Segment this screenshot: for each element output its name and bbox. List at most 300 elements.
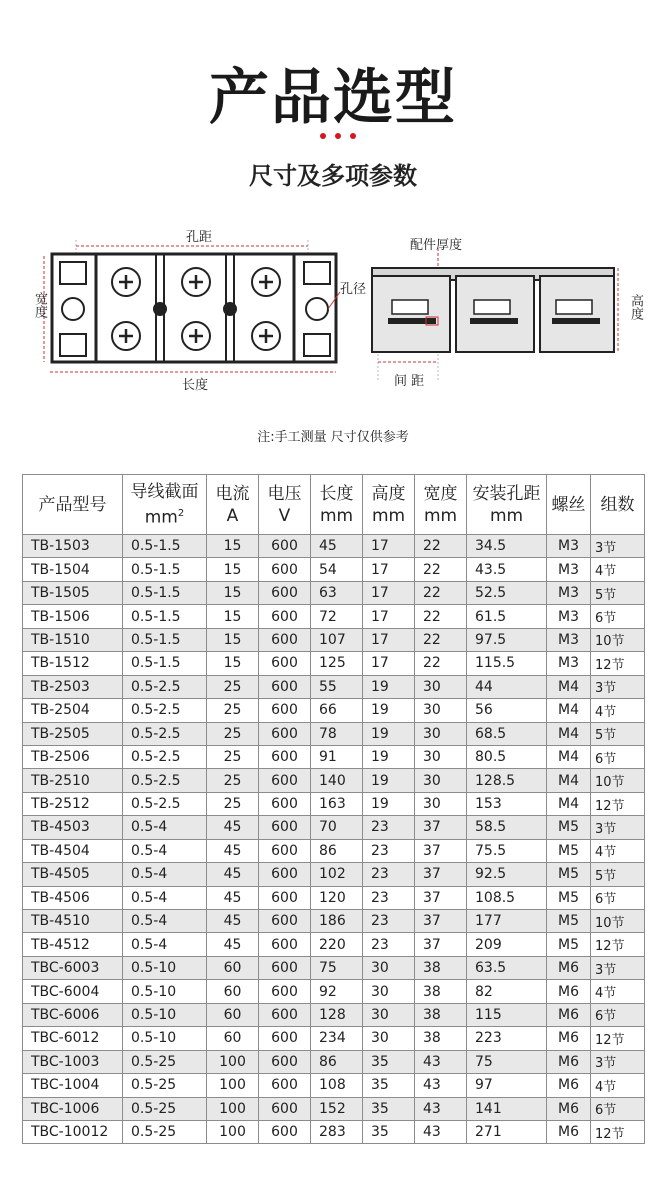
table-cell: TB-4510 bbox=[23, 910, 123, 933]
table-cell: 70 bbox=[311, 816, 363, 839]
table-cell: 15 bbox=[207, 535, 259, 558]
table-cell: 37 bbox=[415, 839, 467, 862]
table-cell: 6节 bbox=[591, 1003, 645, 1026]
table-cell: 35 bbox=[363, 1050, 415, 1073]
table-cell: 45 bbox=[311, 535, 363, 558]
table-cell: TB-2512 bbox=[23, 792, 123, 815]
table-cell: TB-1504 bbox=[23, 558, 123, 581]
table-cell: M3 bbox=[547, 652, 591, 675]
table-cell: 6节 bbox=[591, 1097, 645, 1120]
table-cell: 44 bbox=[467, 675, 547, 698]
table-cell: 54 bbox=[311, 558, 363, 581]
table-cell: 12节 bbox=[591, 933, 645, 956]
table-row bbox=[23, 910, 645, 933]
table-cell: 3节 bbox=[591, 816, 645, 839]
table-cell: TB-4504 bbox=[23, 839, 123, 862]
table-cell: 37 bbox=[415, 816, 467, 839]
table-cell: M6 bbox=[547, 1120, 591, 1143]
table-cell: 97 bbox=[467, 1074, 547, 1097]
table-cell: 19 bbox=[363, 745, 415, 768]
table-cell: 600 bbox=[259, 745, 311, 768]
table-cell: M6 bbox=[547, 1027, 591, 1050]
table-cell: TB-1506 bbox=[23, 605, 123, 628]
dimension-diagram bbox=[0, 220, 666, 420]
table-cell: 5节 bbox=[591, 722, 645, 745]
table-cell: 186 bbox=[311, 910, 363, 933]
table-cell: TB-2504 bbox=[23, 699, 123, 722]
table-cell: TB-2506 bbox=[23, 745, 123, 768]
table-cell: 30 bbox=[415, 769, 467, 792]
table-cell: 0.5-4 bbox=[123, 886, 207, 909]
table-cell: 22 bbox=[415, 605, 467, 628]
table-cell: 19 bbox=[363, 792, 415, 815]
table-cell: 30 bbox=[415, 745, 467, 768]
divider-dot bbox=[350, 133, 356, 139]
table-cell: 0.5-10 bbox=[123, 1027, 207, 1050]
table-cell: 75 bbox=[311, 956, 363, 979]
column-header bbox=[467, 475, 547, 535]
table-cell: 0.5-2.5 bbox=[123, 792, 207, 815]
table-cell: 30 bbox=[415, 675, 467, 698]
table-cell: TBC-6004 bbox=[23, 980, 123, 1003]
table-cell: 0.5-2.5 bbox=[123, 769, 207, 792]
table-cell: 19 bbox=[363, 769, 415, 792]
table-cell: M5 bbox=[547, 863, 591, 886]
table-row bbox=[23, 1050, 645, 1073]
table-cell: 80.5 bbox=[467, 745, 547, 768]
table-cell: 6节 bbox=[591, 605, 645, 628]
table-row bbox=[23, 1097, 645, 1120]
table-cell: 177 bbox=[467, 910, 547, 933]
column-header bbox=[363, 475, 415, 535]
table-cell: 0.5-1.5 bbox=[123, 535, 207, 558]
table-cell: 600 bbox=[259, 581, 311, 604]
table-cell: 600 bbox=[259, 980, 311, 1003]
table-cell: 209 bbox=[467, 933, 547, 956]
title-divider-dots bbox=[318, 133, 358, 141]
table-cell: 58.5 bbox=[467, 816, 547, 839]
column-header bbox=[123, 475, 207, 535]
table-cell: 22 bbox=[415, 628, 467, 651]
table-row bbox=[23, 769, 645, 792]
table-cell: 271 bbox=[467, 1120, 547, 1143]
table-row bbox=[23, 980, 645, 1003]
table-cell: 600 bbox=[259, 535, 311, 558]
table-cell: 38 bbox=[415, 956, 467, 979]
table-cell: 66 bbox=[311, 699, 363, 722]
table-cell: 25 bbox=[207, 722, 259, 745]
table-cell: 0.5-2.5 bbox=[123, 722, 207, 745]
table-cell: M3 bbox=[547, 581, 591, 604]
table-cell: 128 bbox=[311, 1003, 363, 1026]
table-cell: 0.5-4 bbox=[123, 839, 207, 862]
table-cell: 15 bbox=[207, 605, 259, 628]
table-cell: 23 bbox=[363, 886, 415, 909]
table-cell: 0.5-1.5 bbox=[123, 558, 207, 581]
length-label: 长度 bbox=[182, 378, 209, 393]
table-cell: 107 bbox=[311, 628, 363, 651]
table-cell: 23 bbox=[363, 910, 415, 933]
table-cell: 115 bbox=[467, 1003, 547, 1026]
table-cell: 30 bbox=[415, 792, 467, 815]
table-cell: 12节 bbox=[591, 792, 645, 815]
table-cell: 10节 bbox=[591, 628, 645, 651]
table-cell: 3节 bbox=[591, 535, 645, 558]
table-cell: 600 bbox=[259, 652, 311, 675]
table-cell: 38 bbox=[415, 980, 467, 1003]
column-header-label: 组数 bbox=[600, 494, 635, 515]
table-cell: TB-2510 bbox=[23, 769, 123, 792]
table-cell: 600 bbox=[259, 956, 311, 979]
table-cell: 600 bbox=[259, 1003, 311, 1026]
table-cell: 152 bbox=[311, 1097, 363, 1120]
table-cell: 38 bbox=[415, 1003, 467, 1026]
table-cell: M6 bbox=[547, 980, 591, 1003]
table-cell: 30 bbox=[363, 1003, 415, 1026]
table-row bbox=[23, 699, 645, 722]
column-header-label: 导线截面 bbox=[130, 481, 199, 502]
table-cell: 153 bbox=[467, 792, 547, 815]
table-cell: 0.5-10 bbox=[123, 956, 207, 979]
table-cell: TB-4512 bbox=[23, 933, 123, 956]
table-cell: M3 bbox=[547, 628, 591, 651]
table-cell: 4节 bbox=[591, 558, 645, 581]
table-cell: 25 bbox=[207, 699, 259, 722]
table-cell: M4 bbox=[547, 699, 591, 722]
table-row bbox=[23, 1003, 645, 1026]
table-cell: 600 bbox=[259, 1097, 311, 1120]
section-subtitle: 尺寸及多项参数 bbox=[249, 162, 417, 190]
table-cell: 0.5-1.5 bbox=[123, 581, 207, 604]
table-row bbox=[23, 558, 645, 581]
table-cell: 600 bbox=[259, 863, 311, 886]
table-cell: M3 bbox=[547, 558, 591, 581]
table-cell: 0.5-1.5 bbox=[123, 628, 207, 651]
table-cell: 22 bbox=[415, 535, 467, 558]
table-cell: TBC-1003 bbox=[23, 1050, 123, 1073]
table-cell: 25 bbox=[207, 792, 259, 815]
table-cell: 35 bbox=[363, 1120, 415, 1143]
table-cell: M4 bbox=[547, 675, 591, 698]
table-cell: 0.5-25 bbox=[123, 1050, 207, 1073]
column-header-label: 电压 bbox=[267, 483, 302, 504]
table-cell: 45 bbox=[207, 886, 259, 909]
table-cell: 0.5-2.5 bbox=[123, 745, 207, 768]
table-cell: 600 bbox=[259, 699, 311, 722]
table-cell: 600 bbox=[259, 839, 311, 862]
table-cell: M3 bbox=[547, 605, 591, 628]
unit-superscript: 2 bbox=[177, 507, 185, 519]
table-cell: 86 bbox=[311, 1050, 363, 1073]
table-cell: M6 bbox=[547, 1074, 591, 1097]
table-row bbox=[23, 956, 645, 979]
table-cell: 38 bbox=[415, 1027, 467, 1050]
table-cell: 128.5 bbox=[467, 769, 547, 792]
table-cell: 600 bbox=[259, 910, 311, 933]
table-cell: 61.5 bbox=[467, 605, 547, 628]
table-cell: 0.5-10 bbox=[123, 1003, 207, 1026]
table-cell: 6节 bbox=[591, 745, 645, 768]
table-cell: 600 bbox=[259, 605, 311, 628]
table-cell: 3节 bbox=[591, 1050, 645, 1073]
table-row bbox=[23, 675, 645, 698]
table-cell: 23 bbox=[363, 933, 415, 956]
table-cell: 25 bbox=[207, 675, 259, 698]
table-cell: 4节 bbox=[591, 699, 645, 722]
table-cell: 0.5-4 bbox=[123, 863, 207, 886]
table-cell: M4 bbox=[547, 722, 591, 745]
table-cell: 600 bbox=[259, 722, 311, 745]
table-cell: 37 bbox=[415, 863, 467, 886]
divider-dot bbox=[320, 133, 326, 139]
table-row bbox=[23, 792, 645, 815]
table-cell: 0.5-4 bbox=[123, 816, 207, 839]
column-header-label: 产品型号 bbox=[38, 494, 107, 515]
table-cell: 0.5-2.5 bbox=[123, 699, 207, 722]
table-cell: 10节 bbox=[591, 769, 645, 792]
table-cell: 43 bbox=[415, 1050, 467, 1073]
table-cell: 34.5 bbox=[467, 535, 547, 558]
table-cell: 600 bbox=[259, 816, 311, 839]
table-cell: 17 bbox=[363, 535, 415, 558]
column-header-label: 螺丝 bbox=[551, 494, 586, 515]
column-header bbox=[547, 475, 591, 535]
table-row bbox=[23, 839, 645, 862]
table-cell: M6 bbox=[547, 956, 591, 979]
table-cell: 17 bbox=[363, 605, 415, 628]
table-row bbox=[23, 581, 645, 604]
table-cell: 283 bbox=[311, 1120, 363, 1143]
table-cell: 220 bbox=[311, 933, 363, 956]
column-header-label: 电流 bbox=[215, 483, 250, 504]
part-thickness-label: 配件厚度 bbox=[410, 238, 463, 253]
column-header-label: 高度 bbox=[371, 483, 406, 504]
table-cell: 10节 bbox=[591, 910, 645, 933]
table-cell: TB-4503 bbox=[23, 816, 123, 839]
top-view-drawing bbox=[0, 220, 666, 420]
table-cell: 30 bbox=[363, 1027, 415, 1050]
height-label: 高度 bbox=[628, 294, 643, 320]
table-cell: 19 bbox=[363, 675, 415, 698]
table-cell: M3 bbox=[547, 535, 591, 558]
table-cell: 30 bbox=[415, 699, 467, 722]
table-cell: 30 bbox=[415, 722, 467, 745]
table-cell: 0.5-1.5 bbox=[123, 652, 207, 675]
table-cell: 22 bbox=[415, 558, 467, 581]
table-cell: 100 bbox=[207, 1097, 259, 1120]
column-header-unit: mm bbox=[423, 505, 458, 526]
table-cell: TBC-6003 bbox=[23, 956, 123, 979]
table-cell: 12节 bbox=[591, 652, 645, 675]
table-cell: 100 bbox=[207, 1120, 259, 1143]
table-cell: 5节 bbox=[591, 863, 645, 886]
table-cell: 30 bbox=[363, 980, 415, 1003]
table-cell: 30 bbox=[363, 956, 415, 979]
table-row bbox=[23, 722, 645, 745]
table-cell: 0.5-2.5 bbox=[123, 675, 207, 698]
table-cell: 25 bbox=[207, 769, 259, 792]
column-header bbox=[415, 475, 467, 535]
table-cell: 223 bbox=[467, 1027, 547, 1050]
table-cell: 43 bbox=[415, 1120, 467, 1143]
table-cell: 37 bbox=[415, 886, 467, 909]
table-cell: 75 bbox=[467, 1050, 547, 1073]
column-header-unit: A bbox=[226, 505, 239, 526]
table-cell: M5 bbox=[547, 933, 591, 956]
table-cell: 37 bbox=[415, 910, 467, 933]
table-row bbox=[23, 933, 645, 956]
table-cell: 140 bbox=[311, 769, 363, 792]
column-header bbox=[23, 475, 123, 535]
table-cell: 600 bbox=[259, 769, 311, 792]
table-cell: 4节 bbox=[591, 839, 645, 862]
table-cell: 35 bbox=[363, 1074, 415, 1097]
table-cell: 45 bbox=[207, 839, 259, 862]
table-row bbox=[23, 816, 645, 839]
table-cell: M5 bbox=[547, 886, 591, 909]
table-cell: 68.5 bbox=[467, 722, 547, 745]
measurement-note: 注:手工测量 尺寸仅供参考 bbox=[257, 430, 409, 445]
table-cell: 0.5-25 bbox=[123, 1074, 207, 1097]
table-cell: 234 bbox=[311, 1027, 363, 1050]
table-cell: 15 bbox=[207, 652, 259, 675]
table-cell: 125 bbox=[311, 652, 363, 675]
column-header bbox=[207, 475, 259, 535]
table-cell: M4 bbox=[547, 769, 591, 792]
table-cell: 78 bbox=[311, 722, 363, 745]
table-cell: 60 bbox=[207, 1027, 259, 1050]
table-cell: TB-1512 bbox=[23, 652, 123, 675]
table-cell: M4 bbox=[547, 745, 591, 768]
table-cell: TBC-1004 bbox=[23, 1074, 123, 1097]
table-row bbox=[23, 652, 645, 675]
hole-diameter-label: 孔径 bbox=[340, 282, 367, 297]
table-cell: 600 bbox=[259, 792, 311, 815]
table-cell: 75.5 bbox=[467, 839, 547, 862]
table-cell: TBC-10012 bbox=[23, 1120, 123, 1143]
table-cell: 22 bbox=[415, 652, 467, 675]
column-header-label: 宽度 bbox=[423, 483, 458, 504]
table-cell: 5节 bbox=[591, 581, 645, 604]
table-cell: 17 bbox=[363, 652, 415, 675]
table-cell: 92 bbox=[311, 980, 363, 1003]
table-cell: 17 bbox=[363, 558, 415, 581]
table-cell: 600 bbox=[259, 1120, 311, 1143]
table-cell: 108 bbox=[311, 1074, 363, 1097]
width-label: 宽度 bbox=[32, 292, 47, 318]
column-header-label: 安装孔距 bbox=[472, 483, 541, 504]
table-cell: 23 bbox=[363, 816, 415, 839]
table-cell: 56 bbox=[467, 699, 547, 722]
divider-dot bbox=[335, 133, 341, 139]
table-cell: TB-2503 bbox=[23, 675, 123, 698]
column-header-label: 长度 bbox=[319, 483, 354, 504]
table-cell: TBC-1006 bbox=[23, 1097, 123, 1120]
table-cell: 600 bbox=[259, 1027, 311, 1050]
table-cell: 43.5 bbox=[467, 558, 547, 581]
spec-table bbox=[22, 474, 645, 1144]
column-header-unit: mm bbox=[371, 505, 406, 526]
table-cell: 72 bbox=[311, 605, 363, 628]
table-cell: 115.5 bbox=[467, 652, 547, 675]
table-cell: 91 bbox=[311, 745, 363, 768]
table-cell: M6 bbox=[547, 1003, 591, 1026]
column-header bbox=[311, 475, 363, 535]
hole-spacing-label: 孔距 bbox=[186, 230, 213, 245]
table-cell: 163 bbox=[311, 792, 363, 815]
table-header-row bbox=[23, 475, 645, 535]
table-cell: M6 bbox=[547, 1050, 591, 1073]
table-cell: 45 bbox=[207, 816, 259, 839]
table-cell: 15 bbox=[207, 558, 259, 581]
table-row bbox=[23, 745, 645, 768]
table-cell: 600 bbox=[259, 886, 311, 909]
table-cell: 100 bbox=[207, 1074, 259, 1097]
table-cell: 600 bbox=[259, 1074, 311, 1097]
table-cell: 63.5 bbox=[467, 956, 547, 979]
column-header-unit: V bbox=[278, 505, 291, 526]
table-row bbox=[23, 628, 645, 651]
page-title: 产品选型 bbox=[209, 63, 457, 133]
table-cell: 100 bbox=[207, 1050, 259, 1073]
table-cell: TBC-6006 bbox=[23, 1003, 123, 1026]
table-cell: 45 bbox=[207, 863, 259, 886]
column-header-unit: mm bbox=[319, 505, 354, 526]
table-body bbox=[23, 535, 645, 1144]
table-row bbox=[23, 1120, 645, 1143]
table-cell: 60 bbox=[207, 1003, 259, 1026]
table-cell: 3节 bbox=[591, 675, 645, 698]
table-cell: M6 bbox=[547, 1097, 591, 1120]
table-cell: 0.5-25 bbox=[123, 1120, 207, 1143]
table-cell: 141 bbox=[467, 1097, 547, 1120]
table-cell: 19 bbox=[363, 722, 415, 745]
table-cell: 45 bbox=[207, 933, 259, 956]
table-cell: 600 bbox=[259, 558, 311, 581]
table-row bbox=[23, 1027, 645, 1050]
table-cell: 600 bbox=[259, 933, 311, 956]
table-cell: 0.5-10 bbox=[123, 980, 207, 1003]
table-cell: TB-2505 bbox=[23, 722, 123, 745]
table-cell: TB-1510 bbox=[23, 628, 123, 651]
table-cell: 82 bbox=[467, 980, 547, 1003]
table-row bbox=[23, 886, 645, 909]
table-row bbox=[23, 1074, 645, 1097]
table-cell: TB-1505 bbox=[23, 581, 123, 604]
table-cell: 102 bbox=[311, 863, 363, 886]
table-row bbox=[23, 863, 645, 886]
table-cell: 43 bbox=[415, 1074, 467, 1097]
table-cell: 55 bbox=[311, 675, 363, 698]
table-cell: 0.5-4 bbox=[123, 933, 207, 956]
table-cell: 0.5-4 bbox=[123, 910, 207, 933]
table-cell: 0.5-25 bbox=[123, 1097, 207, 1120]
table-row bbox=[23, 605, 645, 628]
column-header bbox=[259, 475, 311, 535]
table-cell: 25 bbox=[207, 745, 259, 768]
table-cell: 4节 bbox=[591, 980, 645, 1003]
table-cell: TBC-6012 bbox=[23, 1027, 123, 1050]
table-cell: 600 bbox=[259, 628, 311, 651]
table-cell: 17 bbox=[363, 581, 415, 604]
table-cell: 60 bbox=[207, 956, 259, 979]
column-header-unit: mm bbox=[489, 505, 524, 526]
table-cell: 63 bbox=[311, 581, 363, 604]
table-cell: 12节 bbox=[591, 1120, 645, 1143]
table-cell: 15 bbox=[207, 628, 259, 651]
table-cell: 4节 bbox=[591, 1074, 645, 1097]
table-cell: TB-1503 bbox=[23, 535, 123, 558]
